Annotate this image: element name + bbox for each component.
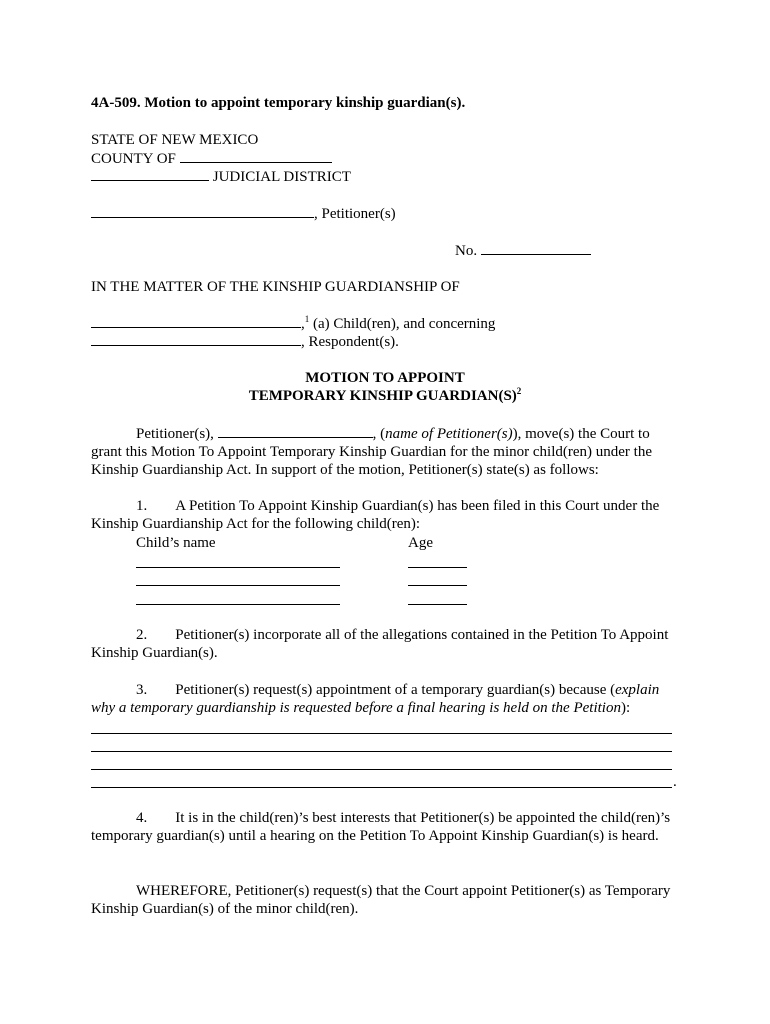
intro-paragraph	[91, 424, 681, 479]
item-3-end: ):	[620, 700, 631, 716]
intro-lead: Petitioner(s),	[136, 426, 214, 442]
intro-italic: name of Petitioner(s)	[385, 426, 513, 442]
motion-title-line1: MOTION TO APPOINT	[305, 370, 465, 386]
item-4-paragraph	[91, 809, 681, 845]
matter-label: IN THE MATTER OF THE KINSHIP GUARDIANSHIP OF	[91, 279, 460, 295]
intro-rest: ), move(s) the Court to grant this Motion To Appoint Temporary Kinship Guardian for the minor child(ren) under the Kinship Guardianship Act. In support of the motion, Petitioner(s) state(s) as follows:	[91, 426, 652, 478]
child-age-field-1[interactable]	[408, 567, 467, 568]
item-2-number: 2.	[136, 627, 148, 643]
petitioner-name-blank[interactable]	[218, 424, 373, 438]
footnote-ref-2: 2	[516, 386, 522, 396]
item-3-text: Petitioner(s) request(s) appointment of a temporary guardian(s) because (	[175, 682, 616, 698]
item-4-text: It is in the child(ren)’s best interests that Petitioner(s) be appointed the child(ren)’s temporary guardian(s) until a hearing on the Petition To Appoint Kinship Guardian(s) is heard.	[91, 810, 671, 844]
respondent-label: , Respondent(s).	[301, 334, 399, 350]
county-text: COUNTY OF	[91, 151, 176, 167]
petitioner-line	[91, 204, 396, 223]
case-number-line	[455, 241, 591, 260]
case-number-label: No.	[455, 243, 478, 259]
county-label	[91, 149, 332, 168]
motion-title-text: TEMPORARY KINSHIP GUARDIAN(S)	[248, 388, 517, 404]
item-4-number: 4.	[136, 810, 148, 826]
form-heading: 4A-509. Motion to appoint temporary kinship guardian(s).	[91, 95, 466, 111]
state-label: STATE OF NEW MEXICO	[91, 132, 259, 148]
wherefore-text: WHEREFORE, Petitioner(s) request(s) that the Court appoint Petitioner(s) as Temporary Kinship Guardian(s) of the minor child(ren).	[91, 883, 671, 917]
children-blank[interactable]	[91, 314, 301, 328]
county-blank[interactable]	[180, 149, 332, 163]
child-name-header: Child’s name	[136, 535, 216, 551]
item-2-text: Petitioner(s) incorporate all of the allegations contained in the Petition To Appoint Kinship Guardian(s).	[91, 627, 669, 661]
child-name-field-1[interactable]	[136, 567, 340, 568]
motion-title-line2	[0, 387, 770, 405]
item-3-paragraph	[91, 681, 681, 717]
child-age-field-2[interactable]	[408, 585, 467, 586]
petitioner-label: , Petitioner(s)	[314, 206, 396, 222]
children-label: (a) Child(ren), and concerning	[309, 316, 496, 332]
children-line: ,$^1$ (a) Child(ren), and concerning	[91, 314, 495, 333]
item-3-number: 3.	[136, 682, 148, 698]
child-age-field-3[interactable]	[408, 604, 467, 605]
district-blank[interactable]	[91, 167, 209, 181]
item-1-text: A Petition To Appoint Kinship Guardian(s) has been filed in this Court under the Kinship Guardianship Act for the following child(ren):	[91, 498, 660, 532]
wherefore-paragraph	[91, 882, 681, 918]
child-name-field-2[interactable]	[136, 585, 340, 586]
respondent-blank[interactable]	[91, 332, 301, 346]
intro-comma: , (	[372, 426, 386, 442]
age-header: Age	[408, 535, 433, 551]
item-2-paragraph	[91, 626, 681, 662]
district-label: JUDICIAL DISTRICT	[212, 169, 351, 185]
item-1-number: 1.	[136, 498, 148, 514]
explanation-line-4[interactable]	[91, 787, 672, 788]
explanation-line-1[interactable]	[91, 733, 672, 734]
item-3-italic: explain why a temporary guardianship is requested before a final hearing is held on the Petition	[91, 682, 660, 716]
footnote-ref-1: 1	[304, 314, 310, 324]
district-line	[91, 167, 351, 186]
explanation-period: .	[673, 774, 677, 790]
petitioner-blank[interactable]	[91, 204, 314, 218]
case-number-blank[interactable]	[481, 241, 591, 255]
explanation-line-2[interactable]	[91, 751, 672, 752]
explanation-line-3[interactable]	[91, 769, 672, 770]
child-name-field-3[interactable]	[136, 604, 340, 605]
item-1-paragraph	[91, 497, 681, 533]
respondent-line	[91, 332, 399, 351]
